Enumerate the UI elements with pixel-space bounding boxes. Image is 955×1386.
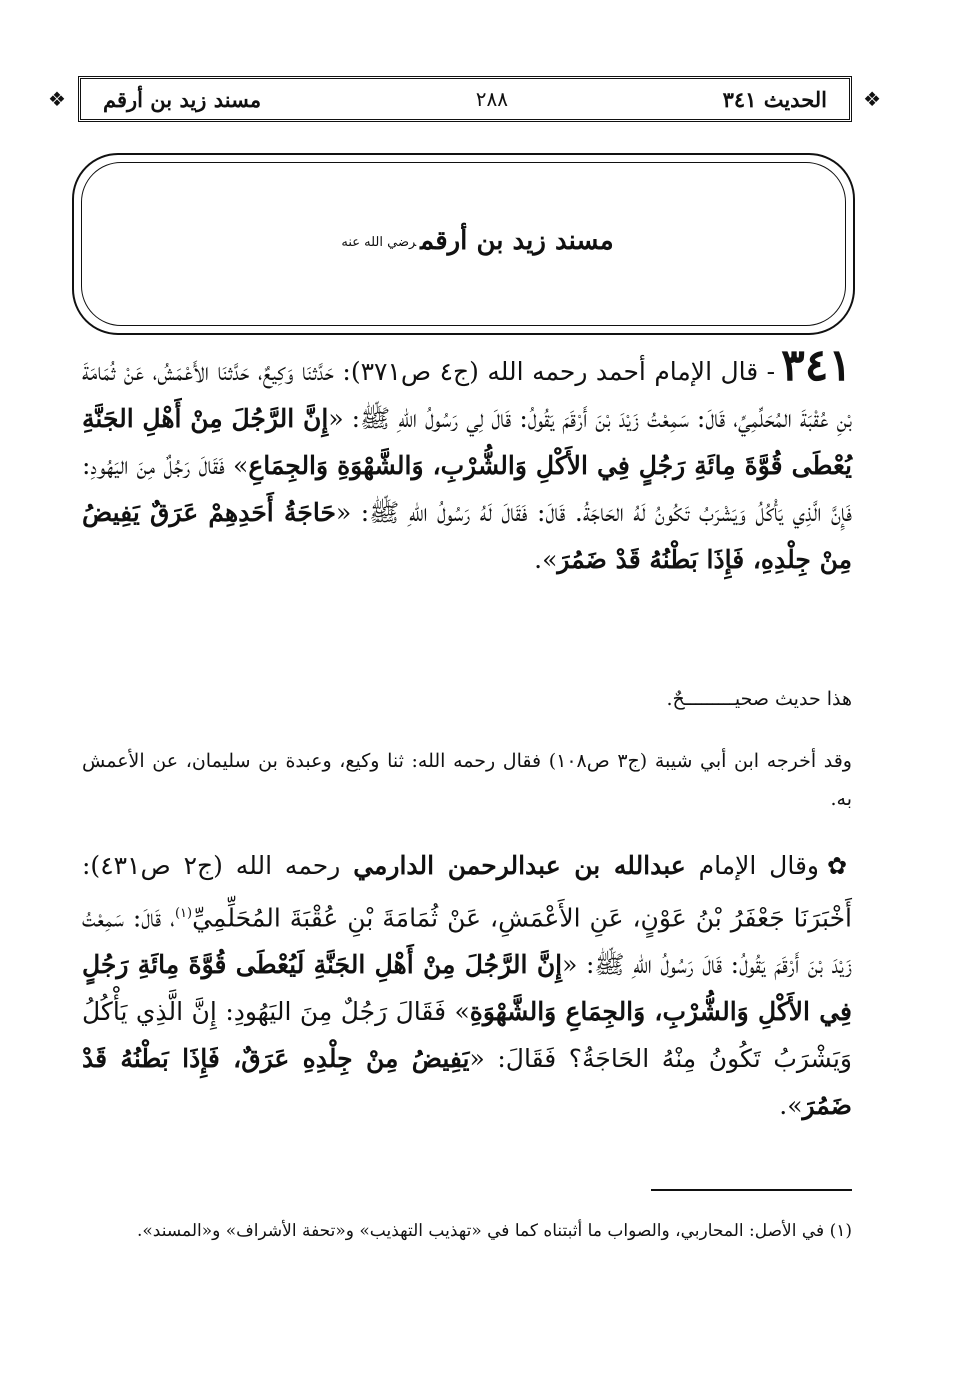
grading-note [82,680,852,718]
header-ornament-right-icon: ❖ [863,87,881,111]
darimi-paragraph [82,842,852,1129]
darimi-name: عبدالله بن عبدالرحمن الدارمي [353,851,686,880]
takhrij-text: وقد أخرجه ابن أبي شيبة (ج٣ ص١٠٨) فقال رحمه الله: ثنا وكيع، وعبدة بن سليمان، عن الأعمش به. [82,750,852,810]
running-header [78,76,852,122]
footnote-text: (١) في الأصل: المحاربي، والصواب ما أثبتناه كما في «تهذيب التهذيب» و«تحفة الأشراف» و«المسند». [137,1221,852,1241]
section-title-text: مسند زيد بن أرقم [420,226,614,256]
page-number: ٢٨٨ [475,87,508,111]
darimi-text-2: » فَقَالَ رَجُلٌ مِنَ اليَهُودِ: إِنَّ الَّذِي يَأْكُلُ وَيَشْرَبُ تَكُونُ مِنْهُ الحَاجَةُ؟ فَقَالَ: « [82,997,852,1074]
darimi-text-1: ، قَالَ: سَمِعْتُ زَيْدَ بْنَ أَرْقَمَ يَقُولُ: قَالَ رَسُولُ اللهِ ﷺ: « [82,903,852,980]
takhrij-note [82,742,852,818]
grading-text: هذا حديث صحيـــــــــحٌ. [666,688,852,710]
hadith-intro: - قال الإمام أحمد رحمه الله (ج٤ ص٣٧١): حَدَّثنَا وَكِيعٌ، حَدَّثنَا الأَعْمَشُ، عَنْ ثُمَامَةَ بْنِ عُقْبَةَ المُحَلِّمِيِّ، قَالَ: سَمِعْتُ زَيْدَ بْنَ أَرْقَمَ يَقُولُ: قَالَ لِي رَسُولُ اللهِ ﷺ: « [82,357,853,433]
hadith-quote-1: إِنَّ الرَّجُلَ مِنْ أَهْلِ الجَنَّةِ يُعْطَى قُوَّةَ مِائَةِ رَجُلٍ فِي الأَكْلِ وَالشُّرْبِ، وَالشَّهْوَةِ وَالجِمَاعِ [82,404,852,480]
section-title [0,226,955,256]
footnote [82,1214,852,1248]
header-book-label: مسند زيد بن أرقم [103,86,262,112]
hadith-number: ٣٤١ [781,340,853,391]
darimi-lead: وقال الإمام [685,851,819,880]
darimi-close: ». [779,1091,803,1121]
hadith-quote-2: حَاجَةُ أَحَدِهِمْ عَرَقٌ يَفِيضُ مِنْ جِلْدِهِ، فَإِذَا بَطْنُهُ قَدْ ضَمُرَ [82,498,852,574]
darimi-ref: رحمه الله (ج٢ ص٤٣١): أَخْبَرَنَا جَعْفَرُ بْنُ عَوْنٍ، عَنِ الأَعْمَشِ، عَنْ ثُمَامَةَ بْنِ عُقْبَةَ المُحَلِّمِيِّ [82,851,852,933]
flower-bullet-icon: ✿ [826,852,853,880]
darimi-quote-2: يَفِيضُ مِنْ جِلْدِهِ عَرَقٌ، فَإِذَا بَطْنُهُ قَدْ ضَمُرَ [82,1044,852,1121]
hadith-paragraph [82,342,852,583]
honorific-glyph: رضي الله عنه [341,234,417,250]
darimi-quote-1: إِنَّ الرَّجُلَ مِنْ أَهْلِ الجَنَّةِ لَيُعْطَى قُوَّةَ مِائَةِ رَجُلٍ فِي الأَكْلِ وَالشُّرْبِ، وَالجِمَاعِ وَالشَّهْوَةِ [82,950,852,1027]
hadith-middle: » فَقَالَ رَجُلٌ مِنَ اليَهُودِ: فَإِنَّ الَّذِي يَأْكُلُ وَيَشْرَبُ تَكُونُ لَهُ الحَاجَةُ. قَالَ: فَقَالَ لَهُ رَسُولُ اللهِ ﷺ: « [82,451,852,527]
hadith-close: ». [534,545,558,574]
footnote-separator [651,1189,852,1191]
footnote-marker[interactable]: (١) [174,906,193,921]
header-ornament-left-icon: ❖ [48,87,66,111]
header-hadith-label: الحديث ٣٤١ [722,86,827,112]
